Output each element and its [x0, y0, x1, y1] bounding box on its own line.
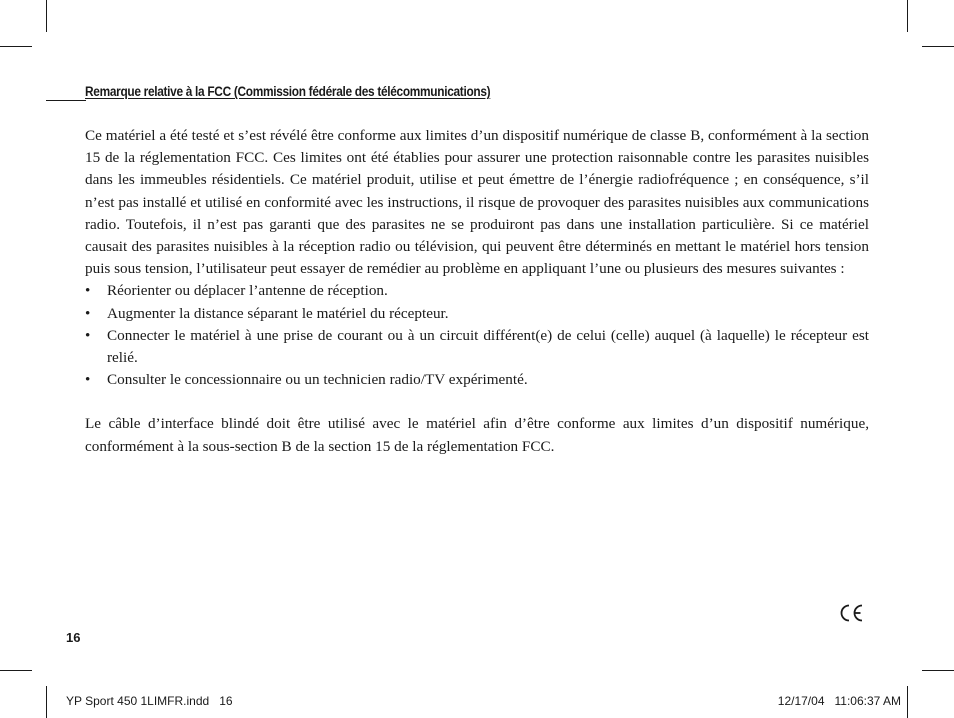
list-item-text: Consulter le concessionnaire ou un technicien radio/TV expérimenté. — [107, 371, 528, 389]
list-item — [85, 325, 869, 369]
crop-mark-top-right-horizontal — [922, 46, 954, 47]
crop-mark-top-left-horizontal — [0, 46, 32, 47]
slug-file-info: YP Sport 450 1LIMFR.indd 16 — [66, 694, 233, 708]
crop-mark-bottom-right-vertical — [907, 686, 908, 718]
body-text — [85, 125, 869, 458]
closing-paragraph: Le câble d’interface blindé doit être utilisé avec le matériel afin d’être conforme aux limites d’un dispositif numérique, conformément à la sous-section B de la section 15 de la réglementation FCC. — [85, 415, 869, 455]
measures-list — [85, 280, 869, 391]
crop-mark-bottom-left-horizontal — [0, 670, 32, 671]
page-heading: Remarque relative à la FCC (Commission fédérale des télécommunications) — [85, 84, 491, 99]
bullet-icon: • — [85, 326, 91, 344]
ce-mark-icon — [838, 603, 864, 623]
paragraph-spacer — [85, 391, 869, 413]
crop-mark-bottom-right-horizontal — [922, 670, 954, 671]
page-number: 16 — [66, 630, 81, 645]
crop-mark-bottom-left-vertical — [46, 686, 47, 718]
list-item — [85, 280, 869, 302]
intro-paragraph: Ce matériel a été testé et s’est révélé être conforme aux limites d’un dispositif numérique de classe B, conformément à la section 15 de la réglementation FCC. Ces limites ont été établies pour assurer une protection raisonnable contre les parasites nuisibles dans les immeubles résidentiels. Ce matériel produit, utilise et peut émettre de l’énergie radiofréquence ; en conséquence, s’il n’est pas installé et utilisé en conformité avec les instructions, il risque de provoquer des parasites nuisibles aux communications radio. Toutefois, il n’est pas garanti que des parasites ne se produiront pas dans une installation particulière. Si ce matériel causait des parasites nuisibles à la réception radio ou télévision, qui peuvent être déterminés en mettant le matériel hors tension puis sous tension, l’utilisateur peut essayer de remédier au problème en appliquant l’une ou plusieurs des mesures suivantes : — [85, 127, 869, 278]
list-item — [85, 369, 869, 391]
list-item-text: Connecter le matériel à une prise de courant ou à un circuit différent(e) de celui (celle) auquel (à laquelle) le récepteur est relié. — [107, 326, 869, 367]
list-item-text: Augmenter la distance séparant le matériel du récepteur. — [107, 304, 449, 322]
bullet-icon: • — [85, 282, 91, 300]
list-item — [85, 303, 869, 325]
bullet-icon: • — [85, 304, 91, 322]
heading-rule — [46, 100, 86, 101]
bullet-icon: • — [85, 371, 91, 389]
list-item-text: Réorienter ou déplacer l’antenne de réception. — [107, 282, 388, 300]
crop-mark-top-right-vertical — [907, 0, 908, 32]
slug-timestamp: 12/17/04 11:06:37 AM — [777, 694, 901, 708]
crop-mark-top-left-vertical — [46, 0, 47, 32]
